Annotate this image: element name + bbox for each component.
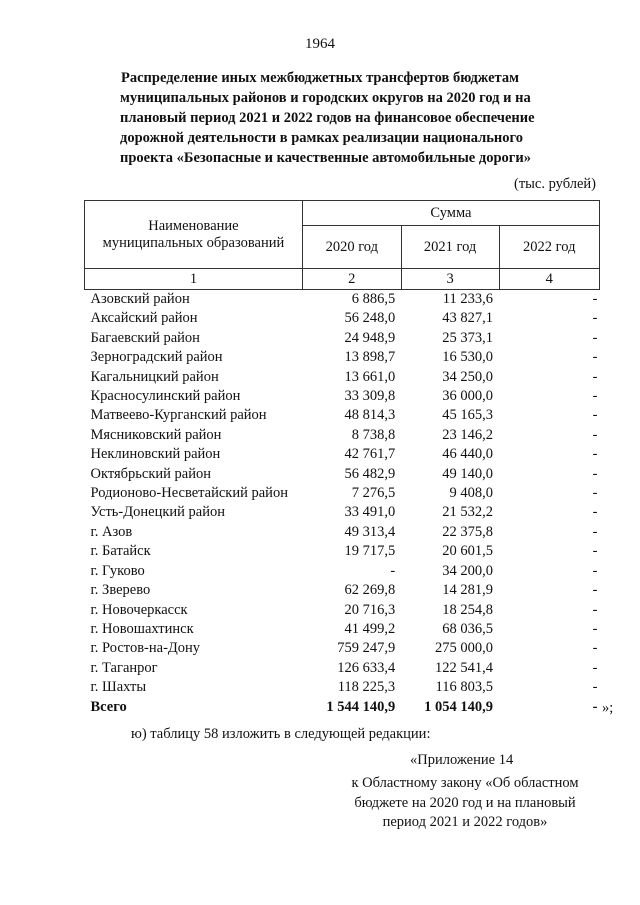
row-value-2021: 116 803,5 bbox=[435, 679, 493, 696]
total-2021: 1 054 140,9 bbox=[424, 698, 493, 715]
row-name: г. Зверево bbox=[90, 582, 151, 599]
row-value-2020: 48 814,3 bbox=[344, 407, 396, 424]
table-row bbox=[85, 406, 600, 425]
table-row bbox=[85, 620, 600, 639]
title-line: проекта «Безопасные и качественные автомобильные дороги» bbox=[120, 150, 531, 166]
row-value-2022: - bbox=[592, 562, 598, 579]
row-value-2022: - bbox=[592, 291, 598, 307]
table-row bbox=[85, 465, 600, 484]
row-value-2020: 33 309,8 bbox=[344, 388, 396, 405]
units-label: (тыс. рублей) bbox=[514, 176, 596, 192]
row-value-2022: - bbox=[592, 446, 598, 463]
row-value-2022: - bbox=[592, 426, 598, 443]
row-value-2021: 22 375,8 bbox=[442, 523, 493, 540]
column-number: 1 bbox=[85, 269, 303, 290]
instruction-text: ю) таблицу 58 изложить в следующей редакции: bbox=[131, 726, 431, 742]
appendix-reference bbox=[330, 774, 600, 833]
table-row bbox=[85, 562, 600, 581]
row-value-2020: 49 313,4 bbox=[344, 523, 396, 540]
row-value-2021: 18 254,8 bbox=[442, 601, 493, 618]
row-value-2021: 46 440,0 bbox=[442, 446, 493, 463]
header-year-2021: 2021 год bbox=[401, 226, 499, 269]
row-value-2022: - bbox=[592, 523, 598, 540]
row-value-2020: 6 886,5 bbox=[351, 291, 396, 307]
row-value-2020: 56 248,0 bbox=[344, 310, 396, 327]
row-value-2020: 8 738,8 bbox=[351, 426, 396, 443]
total-2020: 1 544 140,9 bbox=[326, 698, 396, 715]
row-value-2021: 25 373,1 bbox=[442, 329, 493, 346]
row-value-2021: 34 250,0 bbox=[442, 368, 493, 385]
title-line: муниципальных районов и городских округов на 2020 год и на bbox=[120, 90, 531, 106]
header-year-2020: 2020 год bbox=[302, 226, 401, 269]
row-value-2022: - bbox=[592, 504, 598, 521]
title-line: Распределение иных межбюджетных трансфертов бюджетам bbox=[121, 70, 519, 86]
row-name: Неклиновский район bbox=[90, 446, 221, 463]
total-label: Всего bbox=[90, 698, 127, 715]
row-value-2022: - bbox=[592, 679, 598, 696]
row-value-2022: - bbox=[592, 388, 598, 405]
table-row bbox=[85, 309, 600, 328]
row-name: Кагальницкий район bbox=[90, 368, 219, 385]
row-value-2022: - bbox=[592, 329, 598, 346]
row-value-2020: 62 269,8 bbox=[344, 582, 396, 599]
row-value-2020: 24 948,9 bbox=[344, 329, 396, 346]
row-value-2022: - bbox=[592, 407, 598, 424]
row-value-2020: 118 225,3 bbox=[337, 679, 396, 696]
row-value-2021: 20 601,5 bbox=[442, 543, 493, 560]
row-value-2020: 13 661,0 bbox=[344, 368, 396, 385]
column-number: 4 bbox=[499, 269, 600, 290]
row-value-2021: 34 200,0 bbox=[442, 562, 493, 579]
row-name: Октябрьский район bbox=[90, 465, 211, 482]
title-line: дорожной деятельности в рамках реализации национального bbox=[120, 130, 523, 146]
table-row bbox=[85, 445, 600, 464]
row-name: Мясниковский район bbox=[90, 426, 222, 443]
document-title bbox=[120, 68, 535, 168]
row-value-2020: 7 276,5 bbox=[351, 485, 396, 502]
row-value-2021: 68 036,5 bbox=[442, 620, 493, 637]
header-name-line: муниципальных образований bbox=[102, 234, 285, 251]
row-value-2021: 9 408,0 bbox=[449, 485, 493, 502]
row-value-2022: - bbox=[592, 640, 598, 657]
appendix-ref-line: период 2021 и 2022 годов» bbox=[382, 814, 548, 830]
row-value-2022: - bbox=[592, 310, 598, 327]
row-value-2021: 14 281,9 bbox=[442, 582, 493, 599]
row-value-2020: 42 761,7 bbox=[344, 446, 396, 463]
row-value-2022: - bbox=[592, 465, 598, 482]
row-name: Азовский район bbox=[90, 291, 190, 307]
row-value-2020: 20 716,3 bbox=[344, 601, 396, 618]
row-name: Усть-Донецкий район bbox=[90, 504, 225, 521]
header-name-line: Наименование bbox=[148, 217, 239, 234]
column-number: 2 bbox=[302, 269, 401, 290]
row-value-2021: 122 541,4 bbox=[435, 659, 493, 676]
row-name: г. Батайск bbox=[90, 543, 151, 560]
header-sum: Сумма bbox=[302, 201, 599, 226]
title-line: плановый период 2021 и 2022 годов на финансовое обеспечение bbox=[120, 110, 535, 126]
row-value-2020: 13 898,7 bbox=[344, 349, 396, 366]
row-value-2022: - bbox=[592, 368, 598, 385]
row-value-2022: - bbox=[592, 620, 598, 637]
row-name: Матвеево-Курганский район bbox=[90, 407, 267, 424]
row-value-2021: 11 233,6 bbox=[442, 291, 493, 307]
transfers-table bbox=[84, 200, 600, 717]
table-row bbox=[85, 678, 600, 697]
row-value-2020: - bbox=[390, 562, 396, 579]
table-row bbox=[85, 329, 600, 348]
row-name: г. Шахты bbox=[90, 679, 147, 696]
table-row bbox=[85, 542, 600, 561]
row-name: Родионово-Несветайский район bbox=[90, 485, 288, 502]
row-value-2021: 43 827,1 bbox=[442, 310, 493, 327]
row-name: г. Ростов-на-Дону bbox=[90, 640, 201, 657]
closing-quote: »; bbox=[602, 700, 614, 716]
table-row bbox=[85, 639, 600, 658]
row-name: г. Азов bbox=[90, 523, 133, 540]
row-value-2020: 41 499,2 bbox=[344, 620, 396, 637]
total-2022: - bbox=[592, 698, 598, 715]
row-value-2021: 36 000,0 bbox=[442, 388, 493, 405]
row-value-2020: 126 633,4 bbox=[337, 659, 396, 676]
header-year-2022: 2022 год bbox=[499, 226, 600, 269]
row-value-2021: 23 146,2 bbox=[442, 426, 493, 443]
table-body bbox=[85, 290, 600, 717]
table-row bbox=[85, 348, 600, 367]
table-row bbox=[85, 290, 600, 310]
row-value-2022: - bbox=[592, 485, 598, 502]
row-value-2020: 56 482,9 bbox=[344, 465, 396, 482]
row-value-2022: - bbox=[592, 659, 598, 676]
table-row bbox=[85, 523, 600, 542]
row-value-2020: 19 717,5 bbox=[344, 543, 396, 560]
page-number: 1964 bbox=[305, 36, 335, 52]
row-name: Зерноградский район bbox=[90, 349, 223, 366]
row-name: г. Новошахтинск bbox=[90, 620, 194, 637]
row-value-2022: - bbox=[592, 582, 598, 599]
row-value-2021: 275 000,0 bbox=[435, 640, 493, 657]
appendix-ref-line: к Областному закону «Об областном bbox=[351, 775, 579, 791]
row-name: г. Гуково bbox=[90, 562, 145, 579]
table-row bbox=[85, 426, 600, 445]
column-number: 3 bbox=[401, 269, 499, 290]
header-name bbox=[85, 201, 303, 269]
row-name: г. Таганрог bbox=[90, 659, 158, 676]
appendix-ref-line: бюджете на 2020 год и на плановый bbox=[354, 794, 576, 811]
appendix-title: «Приложение 14 bbox=[410, 752, 514, 768]
table-row-total bbox=[85, 698, 600, 717]
table-row bbox=[85, 387, 600, 406]
row-value-2021: 45 165,3 bbox=[442, 407, 493, 424]
table-row bbox=[85, 659, 600, 678]
table-row bbox=[85, 581, 600, 600]
row-value-2021: 21 532,2 bbox=[442, 504, 493, 521]
row-value-2022: - bbox=[592, 601, 598, 618]
row-value-2020: 759 247,9 bbox=[337, 640, 396, 657]
table-row bbox=[85, 484, 600, 503]
row-name: г. Новочеркасск bbox=[90, 601, 188, 618]
table-row bbox=[85, 601, 600, 620]
row-name: Багаевский район bbox=[90, 329, 200, 346]
row-value-2021: 16 530,0 bbox=[442, 349, 493, 366]
row-name: Аксайский район bbox=[90, 310, 198, 327]
row-value-2022: - bbox=[592, 543, 598, 560]
row-name: Красносулинский район bbox=[90, 388, 241, 405]
row-value-2022: - bbox=[592, 349, 598, 366]
row-value-2020: 33 491,0 bbox=[344, 504, 396, 521]
row-value-2021: 49 140,0 bbox=[442, 465, 493, 482]
table-row bbox=[85, 368, 600, 387]
table-row bbox=[85, 503, 600, 522]
